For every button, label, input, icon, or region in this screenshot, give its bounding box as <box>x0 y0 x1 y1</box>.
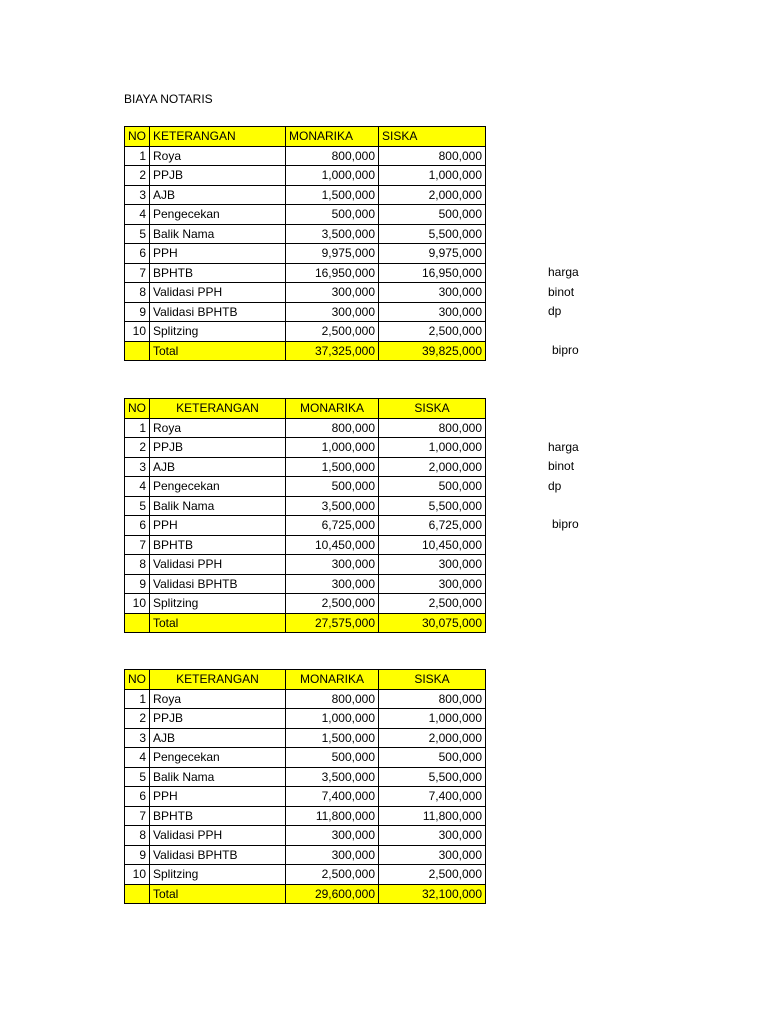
header-keterangan: KETERANGAN <box>150 399 286 419</box>
header-siska: SISKA <box>379 127 486 147</box>
row-monarika: 1,000,000 <box>286 438 379 458</box>
table-row <box>125 166 486 186</box>
row-siska: 500,000 <box>379 205 486 225</box>
header-no: NO <box>125 670 150 690</box>
row-monarika: 1,000,000 <box>286 709 379 729</box>
document-title: BIAYA NOTARIS <box>124 92 213 106</box>
row-no: 4 <box>125 205 150 225</box>
row-no: 10 <box>125 594 150 614</box>
table-row <box>125 594 486 614</box>
row-no: 3 <box>125 457 150 477</box>
total-siska: 39,825,000 <box>379 341 486 361</box>
total-row <box>125 613 486 633</box>
row-keterangan: Validasi BPHTB <box>150 574 286 594</box>
row-keterangan: PPH <box>150 244 286 264</box>
row-monarika: 1,500,000 <box>286 457 379 477</box>
row-siska: 2,500,000 <box>379 865 486 885</box>
total-no-cell <box>125 613 150 633</box>
row-monarika: 300,000 <box>286 555 379 575</box>
table-row <box>125 826 486 846</box>
total-siska: 32,100,000 <box>379 884 486 904</box>
header-keterangan: KETERANGAN <box>150 127 286 147</box>
row-no: 3 <box>125 185 150 205</box>
row-monarika: 500,000 <box>286 748 379 768</box>
total-row <box>125 884 486 904</box>
row-no: 1 <box>125 418 150 438</box>
row-monarika: 300,000 <box>286 826 379 846</box>
row-keterangan: PPH <box>150 787 286 807</box>
row-siska: 2,000,000 <box>379 457 486 477</box>
total-row <box>125 341 486 361</box>
row-monarika: 3,500,000 <box>286 767 379 787</box>
row-no: 2 <box>125 166 150 186</box>
row-monarika: 300,000 <box>286 845 379 865</box>
row-monarika: 3,500,000 <box>286 224 379 244</box>
row-keterangan: Pengecekan <box>150 477 286 497</box>
cost-table-2 <box>124 398 486 633</box>
row-no: 8 <box>125 283 150 303</box>
row-no: 6 <box>125 244 150 264</box>
table-row <box>125 438 486 458</box>
row-monarika: 6,725,000 <box>286 516 379 536</box>
table-row <box>125 322 486 342</box>
header-monarika: MONARIKA <box>286 127 379 147</box>
row-siska: 9,975,000 <box>379 244 486 264</box>
row-siska: 5,500,000 <box>379 224 486 244</box>
row-siska: 10,450,000 <box>379 535 486 555</box>
row-no: 4 <box>125 477 150 497</box>
table-row <box>125 728 486 748</box>
row-no: 3 <box>125 728 150 748</box>
table-row <box>125 185 486 205</box>
row-no: 8 <box>125 826 150 846</box>
row-no: 9 <box>125 845 150 865</box>
total-no-cell <box>125 341 150 361</box>
row-no: 5 <box>125 496 150 516</box>
row-no: 7 <box>125 806 150 826</box>
table-row <box>125 574 486 594</box>
note-bipro: bipro <box>552 343 579 357</box>
table-row <box>125 205 486 225</box>
row-siska: 300,000 <box>379 283 486 303</box>
row-keterangan: Validasi PPH <box>150 283 286 303</box>
row-keterangan: Validasi PPH <box>150 555 286 575</box>
cost-table-1 <box>124 126 486 361</box>
row-keterangan: Splitzing <box>150 594 286 614</box>
note-harga: harga <box>548 440 579 454</box>
row-monarika: 9,975,000 <box>286 244 379 264</box>
row-monarika: 300,000 <box>286 283 379 303</box>
header-siska: SISKA <box>379 399 486 419</box>
total-monarika: 29,600,000 <box>286 884 379 904</box>
total-label: Total <box>150 341 286 361</box>
row-no: 5 <box>125 224 150 244</box>
table-header-row <box>125 399 486 419</box>
row-monarika: 7,400,000 <box>286 787 379 807</box>
row-keterangan: Validasi BPHTB <box>150 845 286 865</box>
table-row <box>125 146 486 166</box>
table-header-row <box>125 670 486 690</box>
row-no: 1 <box>125 689 150 709</box>
table-row <box>125 457 486 477</box>
row-siska: 800,000 <box>379 146 486 166</box>
row-keterangan: BPHTB <box>150 806 286 826</box>
row-no: 1 <box>125 146 150 166</box>
row-keterangan: PPJB <box>150 166 286 186</box>
total-monarika: 27,575,000 <box>286 613 379 633</box>
row-siska: 16,950,000 <box>379 263 486 283</box>
row-monarika: 11,800,000 <box>286 806 379 826</box>
row-monarika: 1,000,000 <box>286 166 379 186</box>
row-siska: 2,500,000 <box>379 322 486 342</box>
table-row <box>125 767 486 787</box>
row-keterangan: Roya <box>150 418 286 438</box>
row-keterangan: BPHTB <box>150 263 286 283</box>
row-no: 9 <box>125 302 150 322</box>
table-row <box>125 224 486 244</box>
row-keterangan: Splitzing <box>150 865 286 885</box>
row-monarika: 300,000 <box>286 302 379 322</box>
row-keterangan: Pengecekan <box>150 205 286 225</box>
total-label: Total <box>150 884 286 904</box>
header-siska: SISKA <box>379 670 486 690</box>
row-siska: 300,000 <box>379 302 486 322</box>
row-no: 8 <box>125 555 150 575</box>
row-no: 2 <box>125 438 150 458</box>
row-monarika: 800,000 <box>286 146 379 166</box>
total-no-cell <box>125 884 150 904</box>
note-binot: binot <box>548 459 575 473</box>
row-no: 10 <box>125 865 150 885</box>
row-monarika: 2,500,000 <box>286 865 379 885</box>
row-keterangan: BPHTB <box>150 535 286 555</box>
row-keterangan: AJB <box>150 185 286 205</box>
header-monarika: MONARIKA <box>286 399 379 419</box>
row-monarika: 800,000 <box>286 689 379 709</box>
cost-table-3 <box>124 669 486 904</box>
row-siska: 5,500,000 <box>379 496 486 516</box>
total-label: Total <box>150 613 286 633</box>
row-monarika: 800,000 <box>286 418 379 438</box>
row-siska: 2,500,000 <box>379 594 486 614</box>
total-monarika: 37,325,000 <box>286 341 379 361</box>
row-monarika: 500,000 <box>286 477 379 497</box>
row-siska: 5,500,000 <box>379 767 486 787</box>
row-siska: 500,000 <box>379 477 486 497</box>
row-no: 6 <box>125 516 150 536</box>
row-siska: 300,000 <box>379 826 486 846</box>
row-no: 4 <box>125 748 150 768</box>
row-keterangan: AJB <box>150 457 286 477</box>
note-harga: harga <box>548 265 579 279</box>
row-keterangan: PPH <box>150 516 286 536</box>
row-keterangan: PPJB <box>150 438 286 458</box>
table-row <box>125 516 486 536</box>
row-monarika: 3,500,000 <box>286 496 379 516</box>
row-siska: 2,000,000 <box>379 185 486 205</box>
row-siska: 500,000 <box>379 748 486 768</box>
row-monarika: 16,950,000 <box>286 263 379 283</box>
row-keterangan: Roya <box>150 689 286 709</box>
row-siska: 7,400,000 <box>379 787 486 807</box>
header-monarika: MONARIKA <box>286 670 379 690</box>
note-dp: dp <box>548 304 562 318</box>
note-dp: dp <box>548 479 562 493</box>
row-keterangan: Validasi BPHTB <box>150 302 286 322</box>
row-siska: 300,000 <box>379 555 486 575</box>
header-no: NO <box>125 127 150 147</box>
table-row <box>125 477 486 497</box>
row-monarika: 2,500,000 <box>286 322 379 342</box>
row-keterangan: Roya <box>150 146 286 166</box>
table-row <box>125 806 486 826</box>
row-keterangan: Validasi PPH <box>150 826 286 846</box>
table-row <box>125 496 486 516</box>
row-siska: 300,000 <box>379 845 486 865</box>
row-keterangan: Balik Nama <box>150 224 286 244</box>
row-siska: 800,000 <box>379 689 486 709</box>
row-monarika: 300,000 <box>286 574 379 594</box>
header-no: NO <box>125 399 150 419</box>
row-monarika: 2,500,000 <box>286 594 379 614</box>
table-row <box>125 283 486 303</box>
row-siska: 800,000 <box>379 418 486 438</box>
row-keterangan: Splitzing <box>150 322 286 342</box>
row-keterangan: AJB <box>150 728 286 748</box>
table-row <box>125 555 486 575</box>
row-no: 7 <box>125 535 150 555</box>
table-row <box>125 709 486 729</box>
row-keterangan: PPJB <box>150 709 286 729</box>
header-keterangan: KETERANGAN <box>150 670 286 690</box>
row-keterangan: Balik Nama <box>150 496 286 516</box>
table-row <box>125 418 486 438</box>
row-no: 6 <box>125 787 150 807</box>
total-siska: 30,075,000 <box>379 613 486 633</box>
table-row <box>125 865 486 885</box>
row-monarika: 500,000 <box>286 205 379 225</box>
row-monarika: 1,500,000 <box>286 728 379 748</box>
table-row <box>125 263 486 283</box>
row-no: 10 <box>125 322 150 342</box>
row-no: 2 <box>125 709 150 729</box>
row-siska: 1,000,000 <box>379 166 486 186</box>
note-binot: binot <box>548 285 575 299</box>
table-row <box>125 244 486 264</box>
row-siska: 11,800,000 <box>379 806 486 826</box>
row-keterangan: Balik Nama <box>150 767 286 787</box>
row-siska: 1,000,000 <box>379 709 486 729</box>
row-siska: 300,000 <box>379 574 486 594</box>
row-no: 9 <box>125 574 150 594</box>
table-row <box>125 302 486 322</box>
row-monarika: 1,500,000 <box>286 185 379 205</box>
row-no: 5 <box>125 767 150 787</box>
table-row <box>125 689 486 709</box>
row-siska: 2,000,000 <box>379 728 486 748</box>
table-row <box>125 845 486 865</box>
table-header-row <box>125 127 486 147</box>
table-row <box>125 535 486 555</box>
row-siska: 6,725,000 <box>379 516 486 536</box>
row-siska: 1,000,000 <box>379 438 486 458</box>
row-keterangan: Pengecekan <box>150 748 286 768</box>
row-monarika: 10,450,000 <box>286 535 379 555</box>
row-no: 7 <box>125 263 150 283</box>
table-row <box>125 748 486 768</box>
note-bipro: bipro <box>552 517 579 531</box>
table-row <box>125 787 486 807</box>
